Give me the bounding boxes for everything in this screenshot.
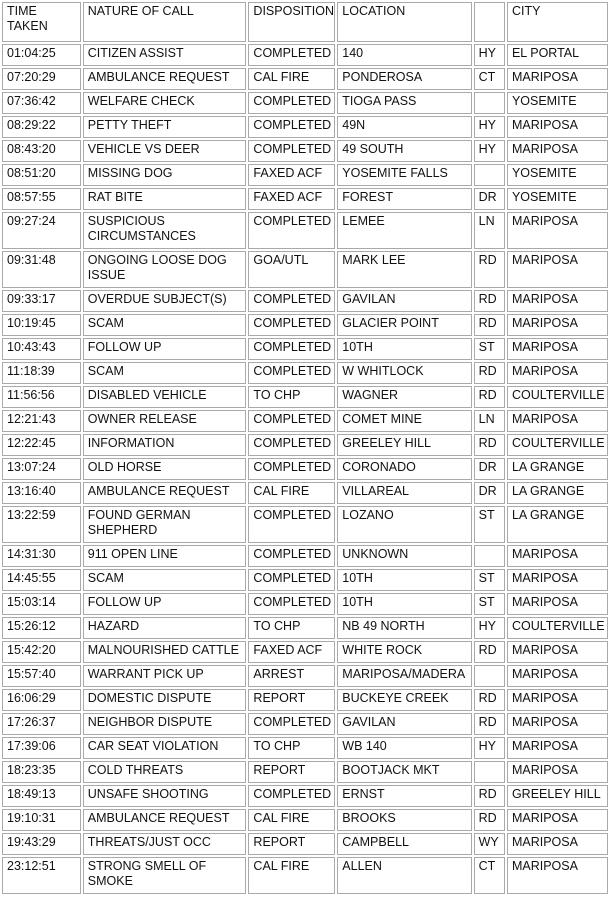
cell-location: W WHITLOCK xyxy=(337,362,471,384)
table-row xyxy=(2,290,608,312)
cell-time-taken: 15:57:40 xyxy=(2,665,81,687)
cell-location: WAGNER xyxy=(337,386,471,408)
cell-disposition: COMPLETED xyxy=(248,410,335,432)
cell-time-taken: 18:23:35 xyxy=(2,761,81,783)
cell-street-suffix xyxy=(474,665,505,687)
cell-time-taken: 19:43:29 xyxy=(2,833,81,855)
cell-street-suffix: RD xyxy=(474,809,505,831)
cell-disposition: COMPLETED xyxy=(248,545,335,567)
header-street-suffix xyxy=(474,2,505,42)
cell-nature-of-call: AMBULANCE REQUEST xyxy=(83,482,247,504)
cell-nature-of-call: COLD THREATS xyxy=(83,761,247,783)
table-row xyxy=(2,569,608,591)
cell-nature-of-call: VEHICLE VS DEER xyxy=(83,140,247,162)
cell-disposition: TO CHP xyxy=(248,617,335,639)
cell-city: MARIPOSA xyxy=(507,290,608,312)
cell-nature-of-call: MALNOURISHED CATTLE xyxy=(83,641,247,663)
table-row xyxy=(2,410,608,432)
table-row xyxy=(2,761,608,783)
cell-city: MARIPOSA xyxy=(507,737,608,759)
cell-time-taken: 08:57:55 xyxy=(2,188,81,210)
cell-street-suffix: RD xyxy=(474,641,505,663)
cell-location: GLACIER POINT xyxy=(337,314,471,336)
cell-nature-of-call: 911 OPEN LINE xyxy=(83,545,247,567)
cell-street-suffix: RD xyxy=(474,362,505,384)
cell-location: LEMEE xyxy=(337,212,471,249)
cell-location: YOSEMITE FALLS xyxy=(337,164,471,186)
cell-city: MARIPOSA xyxy=(507,689,608,711)
cell-time-taken: 23:12:51 xyxy=(2,857,81,894)
cell-time-taken: 13:16:40 xyxy=(2,482,81,504)
header-nature-of-call: NATURE OF CALL xyxy=(83,2,247,42)
cell-disposition: COMPLETED xyxy=(248,506,335,543)
cell-street-suffix: WY xyxy=(474,833,505,855)
cell-disposition: COMPLETED xyxy=(248,362,335,384)
cell-nature-of-call: INFORMATION xyxy=(83,434,247,456)
cell-location: LOZANO xyxy=(337,506,471,543)
cell-disposition: REPORT xyxy=(248,833,335,855)
cell-city: MARIPOSA xyxy=(507,641,608,663)
cell-street-suffix: DR xyxy=(474,188,505,210)
cell-disposition: REPORT xyxy=(248,689,335,711)
header-city: CITY xyxy=(507,2,608,42)
cell-location: CAMPBELL xyxy=(337,833,471,855)
cell-city: MARIPOSA xyxy=(507,665,608,687)
cell-disposition: COMPLETED xyxy=(248,593,335,615)
cell-street-suffix xyxy=(474,545,505,567)
header-disposition: DISPOSITION xyxy=(248,2,335,42)
table-row xyxy=(2,164,608,186)
cell-time-taken: 01:04:25 xyxy=(2,44,81,66)
cell-time-taken: 11:56:56 xyxy=(2,386,81,408)
cell-location: FOREST xyxy=(337,188,471,210)
cell-street-suffix: HY xyxy=(474,140,505,162)
cell-time-taken: 07:36:42 xyxy=(2,92,81,114)
table-row xyxy=(2,482,608,504)
cell-street-suffix: RD xyxy=(474,713,505,735)
cell-nature-of-call: ONGOING LOOSE DOG ISSUE xyxy=(83,251,247,288)
cell-disposition: COMPLETED xyxy=(248,713,335,735)
cell-time-taken: 14:45:55 xyxy=(2,569,81,591)
table-row xyxy=(2,68,608,90)
cell-street-suffix xyxy=(474,761,505,783)
cell-city: YOSEMITE xyxy=(507,188,608,210)
cell-street-suffix: RD xyxy=(474,251,505,288)
cell-city: MARIPOSA xyxy=(507,314,608,336)
header-location: LOCATION xyxy=(337,2,471,42)
cell-location: COMET MINE xyxy=(337,410,471,432)
cell-city: MARIPOSA xyxy=(507,68,608,90)
cell-nature-of-call: CITIZEN ASSIST xyxy=(83,44,247,66)
table-row xyxy=(2,593,608,615)
cell-street-suffix: LN xyxy=(474,410,505,432)
cell-time-taken: 11:18:39 xyxy=(2,362,81,384)
cell-nature-of-call: FOLLOW UP xyxy=(83,593,247,615)
table-row xyxy=(2,833,608,855)
cell-street-suffix: ST xyxy=(474,506,505,543)
cell-street-suffix: HY xyxy=(474,44,505,66)
table-row xyxy=(2,212,608,249)
cell-street-suffix: RD xyxy=(474,290,505,312)
cell-nature-of-call: THREATS/JUST OCC xyxy=(83,833,247,855)
cell-city: LA GRANGE xyxy=(507,458,608,480)
cell-city: GREELEY HILL xyxy=(507,785,608,807)
cell-time-taken: 15:42:20 xyxy=(2,641,81,663)
cell-city: LA GRANGE xyxy=(507,506,608,543)
cell-location: WHITE ROCK xyxy=(337,641,471,663)
table-row xyxy=(2,338,608,360)
cell-disposition: FAXED ACF xyxy=(248,164,335,186)
cell-nature-of-call: CAR SEAT VIOLATION xyxy=(83,737,247,759)
cell-location: GAVILAN xyxy=(337,713,471,735)
cell-disposition: COMPLETED xyxy=(248,140,335,162)
cell-nature-of-call: WELFARE CHECK xyxy=(83,92,247,114)
cell-street-suffix: CT xyxy=(474,857,505,894)
cell-time-taken: 09:27:24 xyxy=(2,212,81,249)
cell-street-suffix: HY xyxy=(474,737,505,759)
cell-location: NB 49 NORTH xyxy=(337,617,471,639)
cell-street-suffix: DR xyxy=(474,482,505,504)
table-row xyxy=(2,92,608,114)
cell-nature-of-call: OLD HORSE xyxy=(83,458,247,480)
cell-location: ERNST xyxy=(337,785,471,807)
table-row xyxy=(2,713,608,735)
table-row xyxy=(2,314,608,336)
cell-disposition: COMPLETED xyxy=(248,290,335,312)
cell-time-taken: 13:07:24 xyxy=(2,458,81,480)
cell-street-suffix: ST xyxy=(474,569,505,591)
cell-city: YOSEMITE xyxy=(507,164,608,186)
cell-city: COULTERVILLE xyxy=(507,434,608,456)
table-row xyxy=(2,434,608,456)
cell-nature-of-call: PETTY THEFT xyxy=(83,116,247,138)
cell-nature-of-call: HAZARD xyxy=(83,617,247,639)
cell-city: COULTERVILLE xyxy=(507,386,608,408)
cell-street-suffix: CT xyxy=(474,68,505,90)
cell-time-taken: 13:22:59 xyxy=(2,506,81,543)
cell-city: MARIPOSA xyxy=(507,362,608,384)
cell-city: EL PORTAL xyxy=(507,44,608,66)
cell-city: MARIPOSA xyxy=(507,761,608,783)
cell-location: 10TH xyxy=(337,569,471,591)
cell-city: MARIPOSA xyxy=(507,140,608,162)
table-row xyxy=(2,458,608,480)
cell-nature-of-call: SUSPICIOUS CIRCUMSTANCES xyxy=(83,212,247,249)
cell-street-suffix: RD xyxy=(474,434,505,456)
call-rows xyxy=(2,44,608,894)
table-row xyxy=(2,689,608,711)
cell-disposition: TO CHP xyxy=(248,386,335,408)
cell-street-suffix: RD xyxy=(474,386,505,408)
table-row xyxy=(2,545,608,567)
cell-location: PONDEROSA xyxy=(337,68,471,90)
cell-disposition: COMPLETED xyxy=(248,458,335,480)
cell-disposition: CAL FIRE xyxy=(248,857,335,894)
cell-nature-of-call: WARRANT PICK UP xyxy=(83,665,247,687)
table-row xyxy=(2,857,608,894)
cell-nature-of-call: FOLLOW UP xyxy=(83,338,247,360)
cell-location: 10TH xyxy=(337,338,471,360)
cell-time-taken: 15:26:12 xyxy=(2,617,81,639)
table-row xyxy=(2,737,608,759)
cell-city: MARIPOSA xyxy=(507,569,608,591)
cell-time-taken: 18:49:13 xyxy=(2,785,81,807)
cell-disposition: COMPLETED xyxy=(248,785,335,807)
cell-disposition: FAXED ACF xyxy=(248,641,335,663)
cell-disposition: CAL FIRE xyxy=(248,809,335,831)
cell-disposition: FAXED ACF xyxy=(248,188,335,210)
cell-location: GAVILAN xyxy=(337,290,471,312)
cell-street-suffix xyxy=(474,164,505,186)
cell-time-taken: 08:29:22 xyxy=(2,116,81,138)
cell-street-suffix: ST xyxy=(474,593,505,615)
cell-disposition: GOA/UTL xyxy=(248,251,335,288)
cell-location: BROOKS xyxy=(337,809,471,831)
cell-time-taken: 09:33:17 xyxy=(2,290,81,312)
cell-disposition: COMPLETED xyxy=(248,338,335,360)
cell-time-taken: 17:26:37 xyxy=(2,713,81,735)
table-row xyxy=(2,188,608,210)
cell-city: COULTERVILLE xyxy=(507,617,608,639)
cell-city: LA GRANGE xyxy=(507,482,608,504)
cell-location: BOOTJACK MKT xyxy=(337,761,471,783)
header-row xyxy=(2,2,608,42)
cell-location: TIOGA PASS xyxy=(337,92,471,114)
cell-location: MARK LEE xyxy=(337,251,471,288)
cell-location: CORONADO xyxy=(337,458,471,480)
cell-nature-of-call: SCAM xyxy=(83,362,247,384)
cell-nature-of-call: MISSING DOG xyxy=(83,164,247,186)
cell-location: UNKNOWN xyxy=(337,545,471,567)
table-row xyxy=(2,785,608,807)
cell-street-suffix: RD xyxy=(474,314,505,336)
cell-street-suffix: RD xyxy=(474,785,505,807)
cell-city: MARIPOSA xyxy=(507,212,608,249)
cell-disposition: COMPLETED xyxy=(248,92,335,114)
cell-location: MARIPOSA/MADERA xyxy=(337,665,471,687)
cell-nature-of-call: AMBULANCE REQUEST xyxy=(83,809,247,831)
cell-time-taken: 07:20:29 xyxy=(2,68,81,90)
cell-time-taken: 10:43:43 xyxy=(2,338,81,360)
cell-time-taken: 08:51:20 xyxy=(2,164,81,186)
cell-city: MARIPOSA xyxy=(507,857,608,894)
cell-city: YOSEMITE xyxy=(507,92,608,114)
table-row xyxy=(2,386,608,408)
cell-disposition: COMPLETED xyxy=(248,212,335,249)
cell-disposition: COMPLETED xyxy=(248,44,335,66)
cell-disposition: COMPLETED xyxy=(248,434,335,456)
table-row xyxy=(2,116,608,138)
cell-location: 49N xyxy=(337,116,471,138)
cell-nature-of-call: DISABLED VEHICLE xyxy=(83,386,247,408)
cell-disposition: CAL FIRE xyxy=(248,68,335,90)
table-row xyxy=(2,617,608,639)
cell-time-taken: 08:43:20 xyxy=(2,140,81,162)
header-time-taken: TIME TAKEN xyxy=(2,2,81,42)
cell-street-suffix: LN xyxy=(474,212,505,249)
cell-time-taken: 19:10:31 xyxy=(2,809,81,831)
cell-time-taken: 14:31:30 xyxy=(2,545,81,567)
cell-nature-of-call: SCAM xyxy=(83,569,247,591)
cell-street-suffix: ST xyxy=(474,338,505,360)
table-row xyxy=(2,641,608,663)
cell-street-suffix: DR xyxy=(474,458,505,480)
cell-nature-of-call: FOUND GERMAN SHEPHERD xyxy=(83,506,247,543)
cell-time-taken: 15:03:14 xyxy=(2,593,81,615)
cell-nature-of-call: UNSAFE SHOOTING xyxy=(83,785,247,807)
cell-street-suffix: HY xyxy=(474,116,505,138)
cell-city: MARIPOSA xyxy=(507,251,608,288)
cell-location: GREELEY HILL xyxy=(337,434,471,456)
cell-location: WB 140 xyxy=(337,737,471,759)
cell-location: 140 xyxy=(337,44,471,66)
cell-street-suffix: HY xyxy=(474,617,505,639)
cell-city: MARIPOSA xyxy=(507,116,608,138)
cell-nature-of-call: SCAM xyxy=(83,314,247,336)
cell-city: MARIPOSA xyxy=(507,545,608,567)
cell-nature-of-call: OWNER RELEASE xyxy=(83,410,247,432)
cell-nature-of-call: AMBULANCE REQUEST xyxy=(83,68,247,90)
cell-disposition: REPORT xyxy=(248,761,335,783)
cell-disposition: COMPLETED xyxy=(248,569,335,591)
cell-city: MARIPOSA xyxy=(507,713,608,735)
cell-location: ALLEN xyxy=(337,857,471,894)
table-row xyxy=(2,251,608,288)
cell-nature-of-call: DOMESTIC DISPUTE xyxy=(83,689,247,711)
table-row xyxy=(2,809,608,831)
cell-disposition: COMPLETED xyxy=(248,116,335,138)
cell-city: MARIPOSA xyxy=(507,593,608,615)
cell-location: BUCKEYE CREEK xyxy=(337,689,471,711)
cell-time-taken: 10:19:45 xyxy=(2,314,81,336)
table-row xyxy=(2,665,608,687)
table-row xyxy=(2,362,608,384)
cell-city: MARIPOSA xyxy=(507,833,608,855)
cell-street-suffix xyxy=(474,92,505,114)
cell-street-suffix: RD xyxy=(474,689,505,711)
cell-location: VILLAREAL xyxy=(337,482,471,504)
cell-time-taken: 16:06:29 xyxy=(2,689,81,711)
table-row xyxy=(2,44,608,66)
table-row xyxy=(2,506,608,543)
cell-city: MARIPOSA xyxy=(507,338,608,360)
cell-city: MARIPOSA xyxy=(507,410,608,432)
cell-location: 49 SOUTH xyxy=(337,140,471,162)
cell-nature-of-call: STRONG SMELL OF SMOKE xyxy=(83,857,247,894)
cell-time-taken: 17:39:06 xyxy=(2,737,81,759)
cell-disposition: COMPLETED xyxy=(248,314,335,336)
cell-disposition: TO CHP xyxy=(248,737,335,759)
cell-nature-of-call: RAT BITE xyxy=(83,188,247,210)
cell-time-taken: 12:22:45 xyxy=(2,434,81,456)
cell-disposition: CAL FIRE xyxy=(248,482,335,504)
cell-nature-of-call: OVERDUE SUBJECT(S) xyxy=(83,290,247,312)
table-row xyxy=(2,140,608,162)
cell-location: 10TH xyxy=(337,593,471,615)
cell-city: MARIPOSA xyxy=(507,809,608,831)
cell-time-taken: 12:21:43 xyxy=(2,410,81,432)
cell-time-taken: 09:31:48 xyxy=(2,251,81,288)
cell-nature-of-call: NEIGHBOR DISPUTE xyxy=(83,713,247,735)
cell-disposition: ARREST xyxy=(248,665,335,687)
